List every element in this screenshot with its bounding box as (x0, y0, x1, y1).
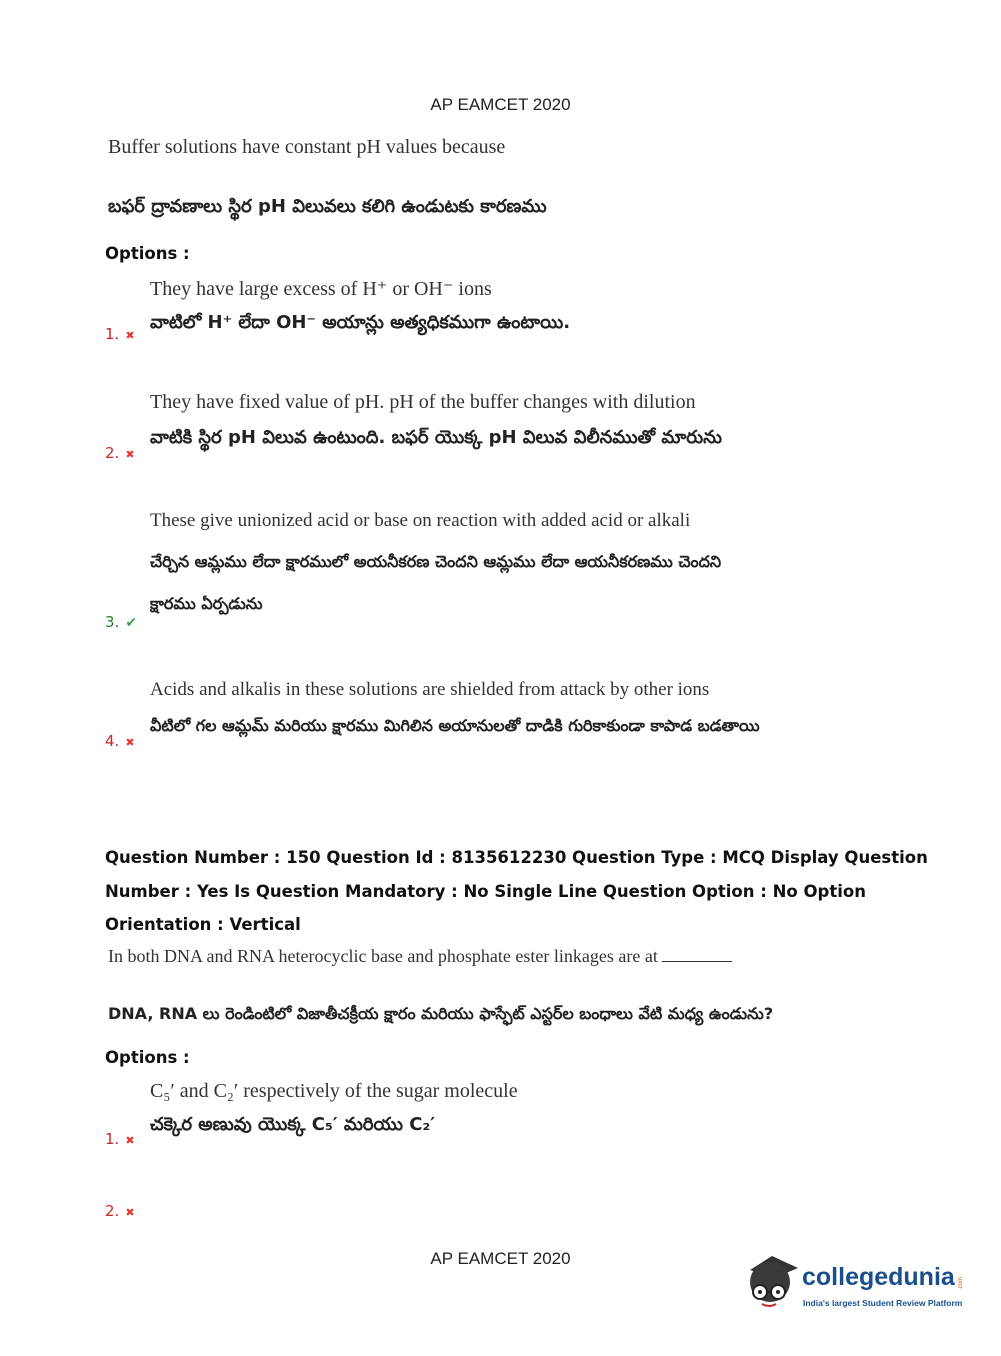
option-4-text-en: Acids and alkalis in these solutions are shielded from attack by other ions (150, 679, 710, 700)
question-text-te: బఫర్ ద్రావణాలు స్థిర pH విలువలు కలిగి ఉండుటకు కారణము (108, 196, 547, 217)
wrong-mark-icon: ✖ (125, 1134, 135, 1147)
wrong-mark-icon: ✖ (125, 329, 135, 342)
option-1-text-en: They have large excess of H⁺ or OH⁻ ions (150, 278, 492, 300)
option-3-text-te: చేర్చిన ఆమ్లము లేదా క్షారములో అయనీకరణ చెందని ఆమ్లము లేదా ఆయనీకరణము చెందని (150, 552, 722, 571)
option-2-text-en: They have fixed value of pH. pH of the buffer changes with dilution (150, 391, 696, 413)
question-text-en: Buffer solutions have constant pH values because (108, 136, 506, 158)
logo-tagline: India's largest Student Review Platform (803, 1298, 963, 1308)
q2-option-1-text-en: C₅′ and C₂′ respectively of the sugar molecule (150, 1080, 518, 1102)
question-2-text-te: DNA, RNA లు రెండింటిలో విజాతీచక్రీయ క్షారం మరియు ఫాస్ఫేట్ ఎస్టర్‌ల బంధాలు వేటి మధ్య ఉండును? (108, 1004, 774, 1023)
question-2-text-en (108, 946, 732, 967)
logo-wordmark: collegedunia (802, 1263, 955, 1291)
option-1-number (105, 325, 135, 343)
question-2-text-en-label: In both DNA and RNA heterocyclic base and phosphate ester linkages are at (108, 946, 658, 966)
option-2-number (105, 444, 135, 462)
wrong-mark-icon: ✖ (125, 448, 135, 461)
options-label-2: Options : (105, 1048, 190, 1067)
option-number-label: 3. (105, 613, 120, 631)
wrong-mark-icon: ✖ (125, 736, 135, 749)
option-3-text-te-line2: క్షారము ఏర్పడును (150, 594, 263, 613)
option-number-label: 2. (105, 1202, 120, 1220)
option-4-text-te: వీటిలో గల ఆమ్లమ్ మరియు క్షారము మిగిలిన అయానులతో దాడికి గురికాకుండా కాపాడ బడతాయి (150, 716, 760, 735)
check-mark-icon: ✔ (125, 615, 138, 631)
question-meta-line-3: Orientation : Vertical (105, 915, 301, 934)
options-label: Options : (105, 244, 190, 263)
option-number-label: 2. (105, 444, 120, 462)
logo-com-suffix: .com (958, 1276, 964, 1290)
option-3-number (105, 613, 137, 631)
wrong-mark-icon: ✖ (125, 1206, 135, 1219)
q2-option-1-number (105, 1130, 135, 1148)
answer-blank (662, 961, 732, 962)
question-meta-line-2: Number : Yes Is Question Mandatory : No Single Line Question Option : No Option (105, 882, 866, 901)
question-meta-line-1: Question Number : 150 Question Id : 8135612230 Question Type : MCQ Display Question (105, 848, 928, 867)
option-number-label: 4. (105, 732, 120, 750)
option-4-number (105, 732, 135, 750)
option-2-text-te: వాటికి స్థిర pH విలువ ఉంటుంది. బఫర్ యొక్క pH విలువ విలీనముతో మారును (150, 427, 722, 448)
q2-option-2-number (105, 1202, 135, 1220)
page-footer: AP EAMCET 2020 (430, 1249, 571, 1268)
page-header: AP EAMCET 2020 (430, 95, 571, 114)
option-number-label: 1. (105, 325, 120, 343)
option-1-text-te: వాటిలో H⁺ లేదా OH⁻ అయాన్లు అత్యధికముగా ఉంటాయి. (150, 312, 571, 333)
option-number-label: 1. (105, 1130, 120, 1148)
q2-option-1-text-te: చక్కెర అణువు యొక్క C₅′ మరియు C₂′ (150, 1114, 436, 1135)
collegedunia-mascot-icon (742, 1250, 802, 1310)
option-3-text-en: These give unionized acid or base on reaction with added acid or alkali (150, 510, 691, 531)
